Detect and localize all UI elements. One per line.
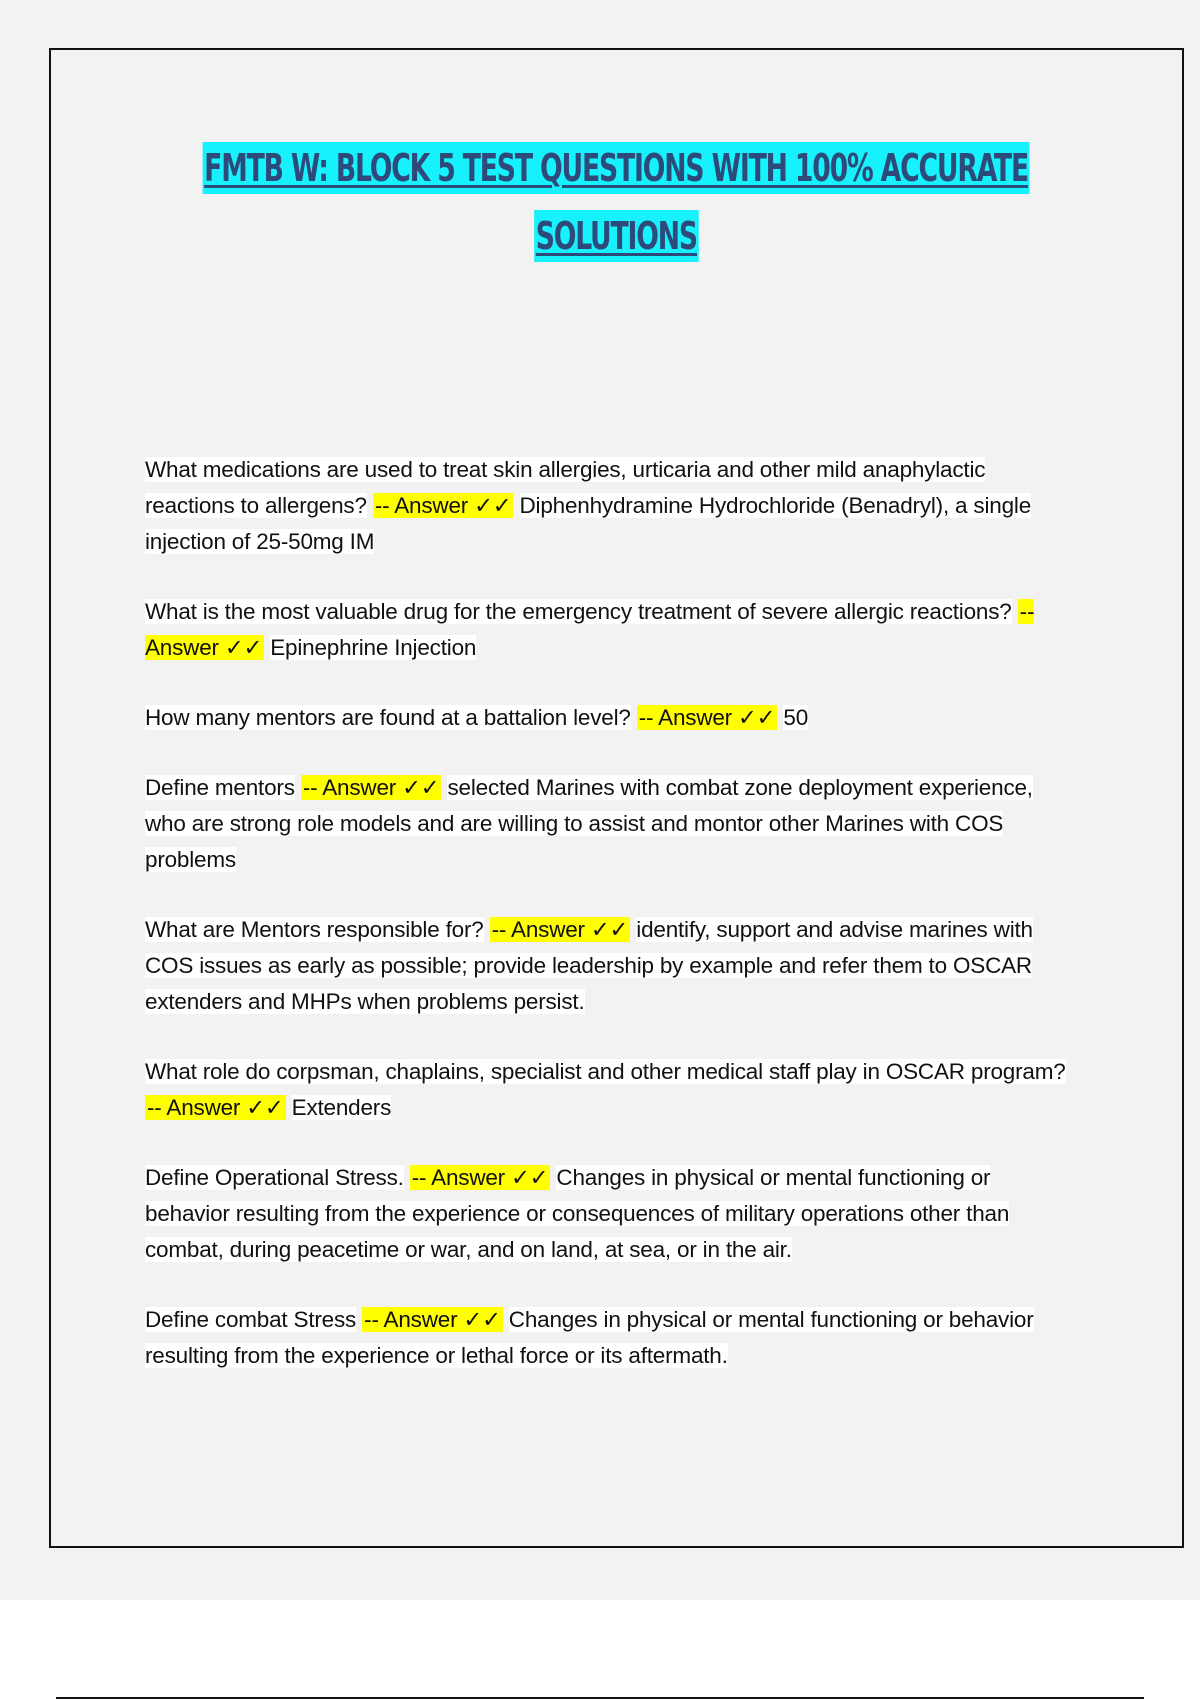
answer-text: Changes in physical or mental functioning or behavior resulting from the experience or consequences of military operations other than combat, during peacetime or war, and on land, at sea, or in the air. bbox=[145, 1165, 1010, 1262]
question-text: What is the most valuable drug for the emergency treatment of severe allergic reactions? bbox=[145, 599, 1012, 624]
answer-marker: -- Answer ✓✓ bbox=[491, 917, 629, 942]
title-line-2: SOLUTIONS bbox=[534, 210, 698, 262]
answer-marker: -- Answer ✓✓ bbox=[147, 1095, 284, 1120]
qa-item bbox=[145, 1160, 1075, 1268]
qa-item bbox=[145, 700, 1075, 736]
answer-text: Epinephrine Injection bbox=[270, 635, 477, 660]
answer-text: selected Marines with combat zone deployment experience, who are strong role models and are willing to assist and montor other Marines with COS problems bbox=[145, 775, 1033, 872]
answer-marker: -- Answer ✓✓ bbox=[364, 1307, 501, 1332]
answer-marker: -- Answer ✓✓ bbox=[411, 1165, 549, 1190]
question-text: What medications are used to treat skin allergies, urticaria and other mild anaphylactic reactions to allergens? bbox=[145, 457, 986, 518]
question-text: How many mentors are found at a battalion level? bbox=[145, 705, 631, 730]
answer-text: 50 bbox=[783, 705, 809, 730]
question-list bbox=[145, 452, 1075, 1408]
qa-item bbox=[145, 452, 1075, 560]
answer-text: identify, support and advise marines with COS issues as early as possible; provide leadership by example and refer them to OSCAR extenders and MHPs when problems persist. bbox=[145, 917, 1033, 1014]
footer-divider bbox=[56, 1697, 1144, 1699]
question-text: Define Operational Stress. bbox=[145, 1165, 404, 1190]
qa-item bbox=[145, 912, 1075, 1020]
qa-item bbox=[145, 1302, 1075, 1374]
title-line-1: FMTB W: BLOCK 5 TEST QUESTIONS WITH 100% ACCURATE bbox=[203, 142, 1030, 194]
qa-item bbox=[145, 1054, 1075, 1126]
question-text: What role do corpsman, chaplains, specialist and other medical staff play in OSCAR program? bbox=[145, 1059, 1066, 1084]
question-text: Define combat Stress bbox=[145, 1307, 357, 1332]
answer-text: Extenders bbox=[291, 1095, 392, 1120]
answer-marker: -- Answer ✓✓ bbox=[302, 775, 440, 800]
answer-text: Changes in physical or mental functioning or behavior resulting from the experience or lethal force or its aftermath. bbox=[145, 1307, 1034, 1368]
answer-marker: -- Answer ✓✓ bbox=[638, 705, 776, 730]
answer-marker: -- Answer ✓✓ bbox=[145, 599, 1035, 660]
answer-marker: -- Answer ✓✓ bbox=[374, 493, 512, 518]
qa-item bbox=[145, 594, 1075, 666]
question-text: Define mentors bbox=[145, 775, 295, 800]
qa-item bbox=[145, 770, 1075, 878]
question-text: What are Mentors responsible for? bbox=[145, 917, 484, 942]
answer-text: Diphenhydramine Hydrochloride (Benadryl), a single injection of 25-50mg IM bbox=[145, 493, 1032, 554]
document-title bbox=[0, 142, 1200, 262]
